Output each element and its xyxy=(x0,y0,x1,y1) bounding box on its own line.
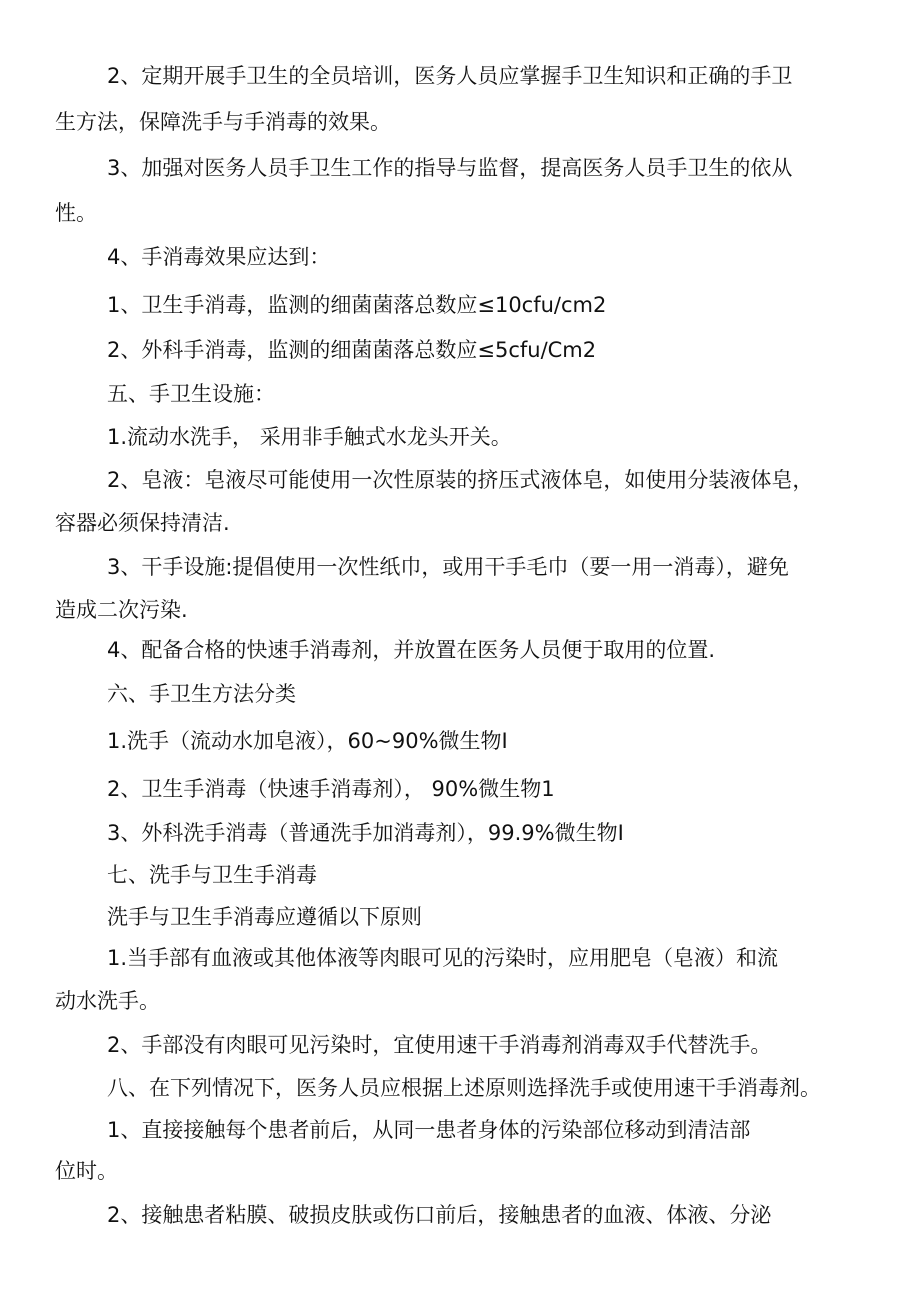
text-line: 2、定期开展手卫生的全员培训，医务人员应掌握手卫生知识和正确的手卫 xyxy=(107,64,793,88)
text-line: 1.当手部有血液或其他体液等肉眼可见的污染时，应用肥皂（皂液）和流 xyxy=(107,946,779,970)
text-line: 3、外科洗手消毒（普通洗手加消毒剂），99.9%微生物I xyxy=(107,821,624,845)
text-line: 1、直接接触每个患者前后，从同一患者身体的污染部位移动到清洁部 xyxy=(107,1118,751,1142)
text-line: 4、配备合格的快速手消毒剂，并放置在医务人员便于取用的位置. xyxy=(107,638,716,662)
text-line: 1.洗手（流动水加皂液），60~90%微生物I xyxy=(107,729,508,753)
text-line: 容器必须保持清洁. xyxy=(55,511,230,535)
text-line: 3、加强对医务人员手卫生工作的指导与监督，提高医务人员手卫生的依从 xyxy=(107,156,793,180)
text-line: 1、卫生手消毒，监测的细菌菌落总数应≤10cfu∕cm2 xyxy=(107,293,607,317)
section-heading: 七、洗手与卫生手消毒 xyxy=(107,863,317,887)
text-line: 2、卫生手消毒（快速手消毒剂）， 90%微生物1 xyxy=(107,777,555,801)
text-line: 3、干手设施:提倡使用一次性纸巾，或用干手毛巾（要一用一消毒），避免 xyxy=(107,555,789,579)
text-line: 性。 xyxy=(55,201,97,225)
text-line: 2、手部没有肉眼可见污染时，宜使用速干手消毒剂消毒双手代替洗手。 xyxy=(107,1033,772,1057)
section-heading: 五、手卫生设施： xyxy=(107,382,275,406)
text-line: 生方法，保障洗手与手消毒的效果。 xyxy=(55,110,391,134)
text-line: 2、外科手消毒，监测的细菌菌落总数应≤5cfu∕Cm2 xyxy=(107,338,597,362)
text-line: 洗手与卫生手消毒应遵循以下原则 xyxy=(107,905,422,929)
text-line: 造成二次污染. xyxy=(55,598,188,622)
text-line: 动水洗手。 xyxy=(55,989,160,1013)
text-line: 1.流动水洗手， 采用非手触式水龙头开关。 xyxy=(107,425,512,449)
section-heading: 六、手卫生方法分类 xyxy=(107,682,296,706)
text-line: 位时。 xyxy=(55,1159,118,1183)
text-line: 2、皂液：皂液尽可能使用一次性原装的挤压式液体皂，如使用分装液体皂， xyxy=(107,468,814,492)
text-line: 4、手消毒效果应达到： xyxy=(107,245,331,269)
text-line: 2、接触患者粘膜、破损皮肤或伤口前后，接触患者的血液、体液、分泌 xyxy=(107,1203,772,1227)
section-heading: 八、在下列情况下，医务人员应根据上述原则选择洗手或使用速干手消毒剂。 xyxy=(107,1076,821,1100)
